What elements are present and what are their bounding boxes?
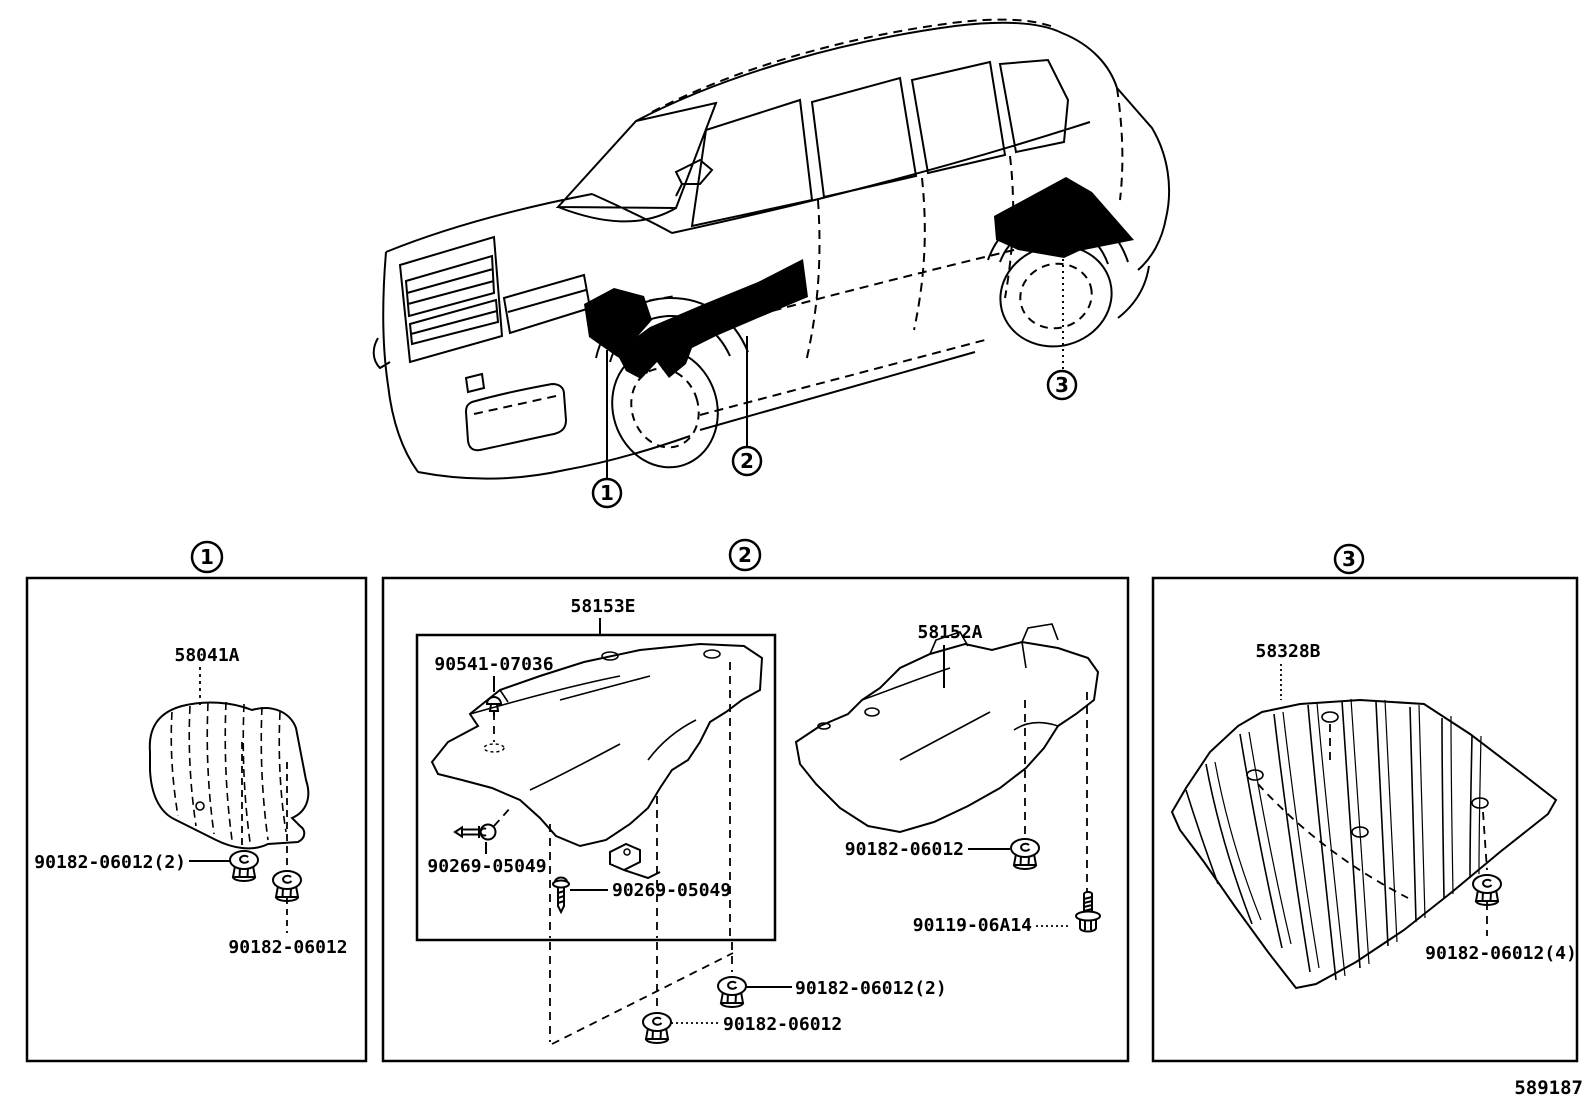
bolt-label-90119-06a14[interactable]: 90119-06A14 [912,915,1032,936]
assembly-label-58153e[interactable]: 58153E [570,596,636,617]
panel-2-number: 2 [738,543,752,567]
callout-2-number: 2 [740,449,754,473]
bracket-icon [610,844,660,878]
fastener-label-90182-06012[interactable]: 90182-06012 [228,937,348,958]
part-label-58041a[interactable]: 58041A [174,645,240,666]
push-pin-icon [455,825,496,840]
grommet-icon [718,977,746,1007]
panel-1-number: 1 [200,545,214,569]
part-drawing-58041a [150,702,309,848]
screw-icon [553,878,569,913]
grommet-icon [273,871,301,901]
part-label-58152a[interactable]: 58152A [917,622,983,643]
callout-1-number: 1 [600,481,614,505]
panel-2 [383,540,1128,1061]
panel-1-leader-lines [189,667,287,933]
panel-3-badge[interactable] [1335,545,1363,573]
vehicle-sketch [374,20,1169,482]
panel-3-number: 3 [1342,547,1356,571]
panel-1 [27,542,366,1061]
callout-3-number: 3 [1055,373,1069,397]
panel-2-badge[interactable] [730,540,760,570]
pin-label-90269-05049[interactable]: 90269-05049 [427,856,547,877]
drawing-code: 589187 [1514,1077,1583,1099]
fastener-label-90182-06012-x4[interactable]: 90182-06012(4) [1425,943,1577,964]
panel-2-box [383,578,1128,1061]
part-label-58328b[interactable]: 58328B [1255,641,1321,662]
grommet-icon [1473,875,1501,905]
panel-1-badge[interactable] [192,542,222,572]
bolt-icon [1076,892,1100,932]
clip-label-90541-07036[interactable]: 90541-07036 [434,654,554,675]
panel-3-box [1153,578,1577,1061]
screw-label-90269-05049[interactable]: 90269-05049 [612,880,732,901]
part-drawing-58152a [796,624,1098,832]
panel-3 [1153,545,1577,1061]
fastener-label-90182-06012-x2[interactable]: 90182-06012(2) [34,852,186,873]
lower-grommet-label-90182-06012-x2[interactable]: 90182-06012(2) [795,978,947,999]
grommet-icon [643,1013,671,1043]
insulator-location-3 [994,177,1134,258]
grommet-icon [1011,839,1039,869]
lower-grommet-label-90182-06012[interactable]: 90182-06012 [723,1014,843,1035]
vehicle-callout-3[interactable] [1048,259,1076,399]
grommet-label-90182-06012[interactable]: 90182-06012 [844,839,964,860]
grommet-icon [230,851,258,881]
